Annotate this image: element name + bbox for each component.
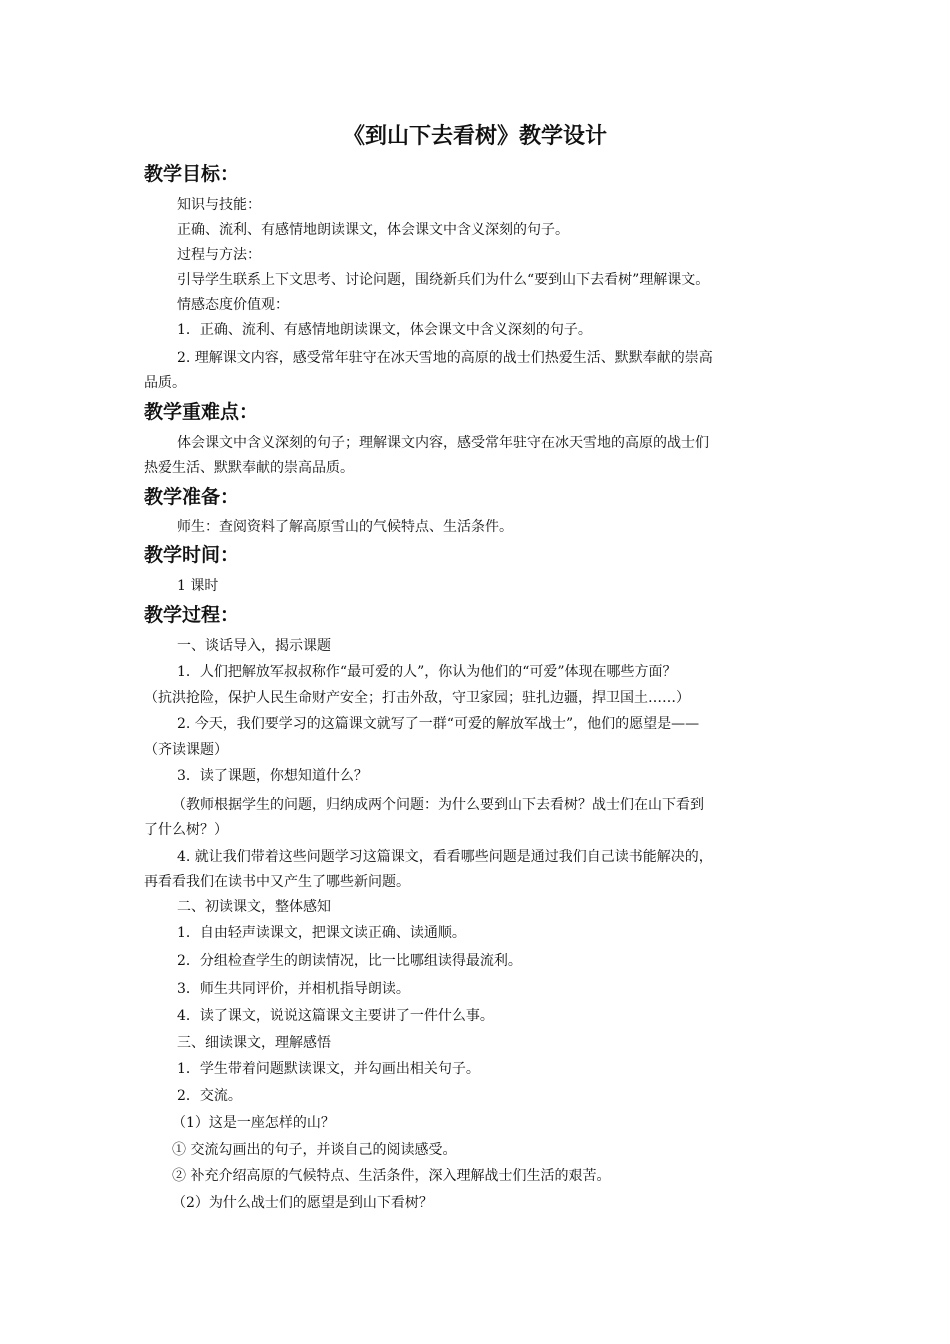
goals-line: 正确、流利、有感情地朗读课文，体会课文中含义深刻的句子。 bbox=[177, 222, 569, 238]
process-line: 了什么树？） bbox=[144, 822, 228, 838]
process-line: 4. 就让我们带着这些问题学习这篇课文，看看哪些问题是通过我们自己读书能解决的， bbox=[177, 849, 713, 865]
section-heading-time: 教学时间： bbox=[144, 544, 240, 566]
goals-line: 情感态度价值观： bbox=[177, 297, 289, 313]
process-line: （齐读课题） bbox=[144, 742, 228, 758]
goals-line: 引导学生联系上下文思考、讨论问题，围绕新兵们为什么“要到山下去看树”理解课文。 bbox=[177, 272, 710, 288]
key-points-line: 体会课文中含义深刻的句子；理解课文内容，感受常年驻守在冰天雪地的高原的战士们 bbox=[177, 435, 709, 451]
process-line: 1．学生带着问题默读课文，并勾画出相关句子。 bbox=[177, 1061, 480, 1077]
section-heading-goals: 教学目标： bbox=[144, 163, 240, 185]
process-line: （教师根据学生的问题，归纳成两个问题：为什么要到山下去看树？战士们在山下看到 bbox=[172, 797, 704, 813]
time-line: 1 课时 bbox=[177, 578, 219, 594]
process-line: ② 补充介绍高原的气候特点、生活条件，深入理解战士们生活的艰苦。 bbox=[172, 1168, 611, 1184]
goals-line: 品质。 bbox=[144, 375, 186, 391]
section-heading-process: 教学过程： bbox=[144, 604, 240, 626]
process-line: 1．自由轻声读课文，把课文读正确、读通顺。 bbox=[177, 925, 466, 941]
goals-line: 1．正确、流利、有感情地朗读课文，体会课文中含义深刻的句子。 bbox=[177, 322, 592, 338]
section-heading-key-points: 教学重难点： bbox=[144, 401, 259, 423]
key-points-line: 热爱生活、默默奉献的崇高品质。 bbox=[144, 460, 354, 476]
process-line: 3．读了课题，你想知道什么？ bbox=[177, 768, 368, 784]
process-line: 3．师生共同评价，并相机指导朗读。 bbox=[177, 981, 410, 997]
process-line: 二、初读课文，整体感知 bbox=[177, 899, 331, 915]
goals-line: 知识与技能： bbox=[177, 197, 261, 213]
process-line: 三、细读课文，理解感悟 bbox=[177, 1035, 331, 1051]
process-line: 一、谈话导入，揭示课题 bbox=[177, 638, 331, 654]
document-title: 《到山下去看树》教学设计 bbox=[342, 124, 607, 149]
process-line: 4．读了课文，说说这篇课文主要讲了一件什么事。 bbox=[177, 1008, 494, 1024]
process-line: （1）这是一座怎样的山？ bbox=[172, 1115, 335, 1131]
process-line: 2．分组检查学生的朗读情况，比一比哪组读得最流利。 bbox=[177, 953, 522, 969]
process-line: （2）为什么战士们的愿望是到山下看树？ bbox=[172, 1195, 433, 1211]
process-line: （抗洪抢险，保护人民生命财产安全；打击外敌，守卫家园；驻扎边疆，捍卫国土……） bbox=[144, 690, 690, 706]
preparation-line: 师生：查阅资料了解高原雪山的气候特点、生活条件。 bbox=[177, 519, 513, 535]
goals-line: 过程与方法： bbox=[177, 247, 261, 263]
process-line: 1．人们把解放军叔叔称作“最可爱的人”，你认为他们的“可爱”体现在哪些方面？ bbox=[177, 664, 677, 680]
goals-line: 2. 理解课文内容，感受常年驻守在冰天雪地的高原的战士们热爱生活、默默奉献的崇高 bbox=[177, 350, 713, 366]
process-line: 2．交流。 bbox=[177, 1088, 242, 1104]
section-heading-preparation: 教学准备： bbox=[144, 486, 240, 508]
process-line: ① 交流勾画出的句子，并谈自己的阅读感受。 bbox=[172, 1142, 457, 1158]
process-line: 再看看我们在读书中又产生了哪些新问题。 bbox=[144, 874, 410, 890]
process-line: 2. 今天，我们要学习的这篇课文就写了一群“可爱的解放军战士”，他们的愿望是—— bbox=[177, 716, 700, 732]
